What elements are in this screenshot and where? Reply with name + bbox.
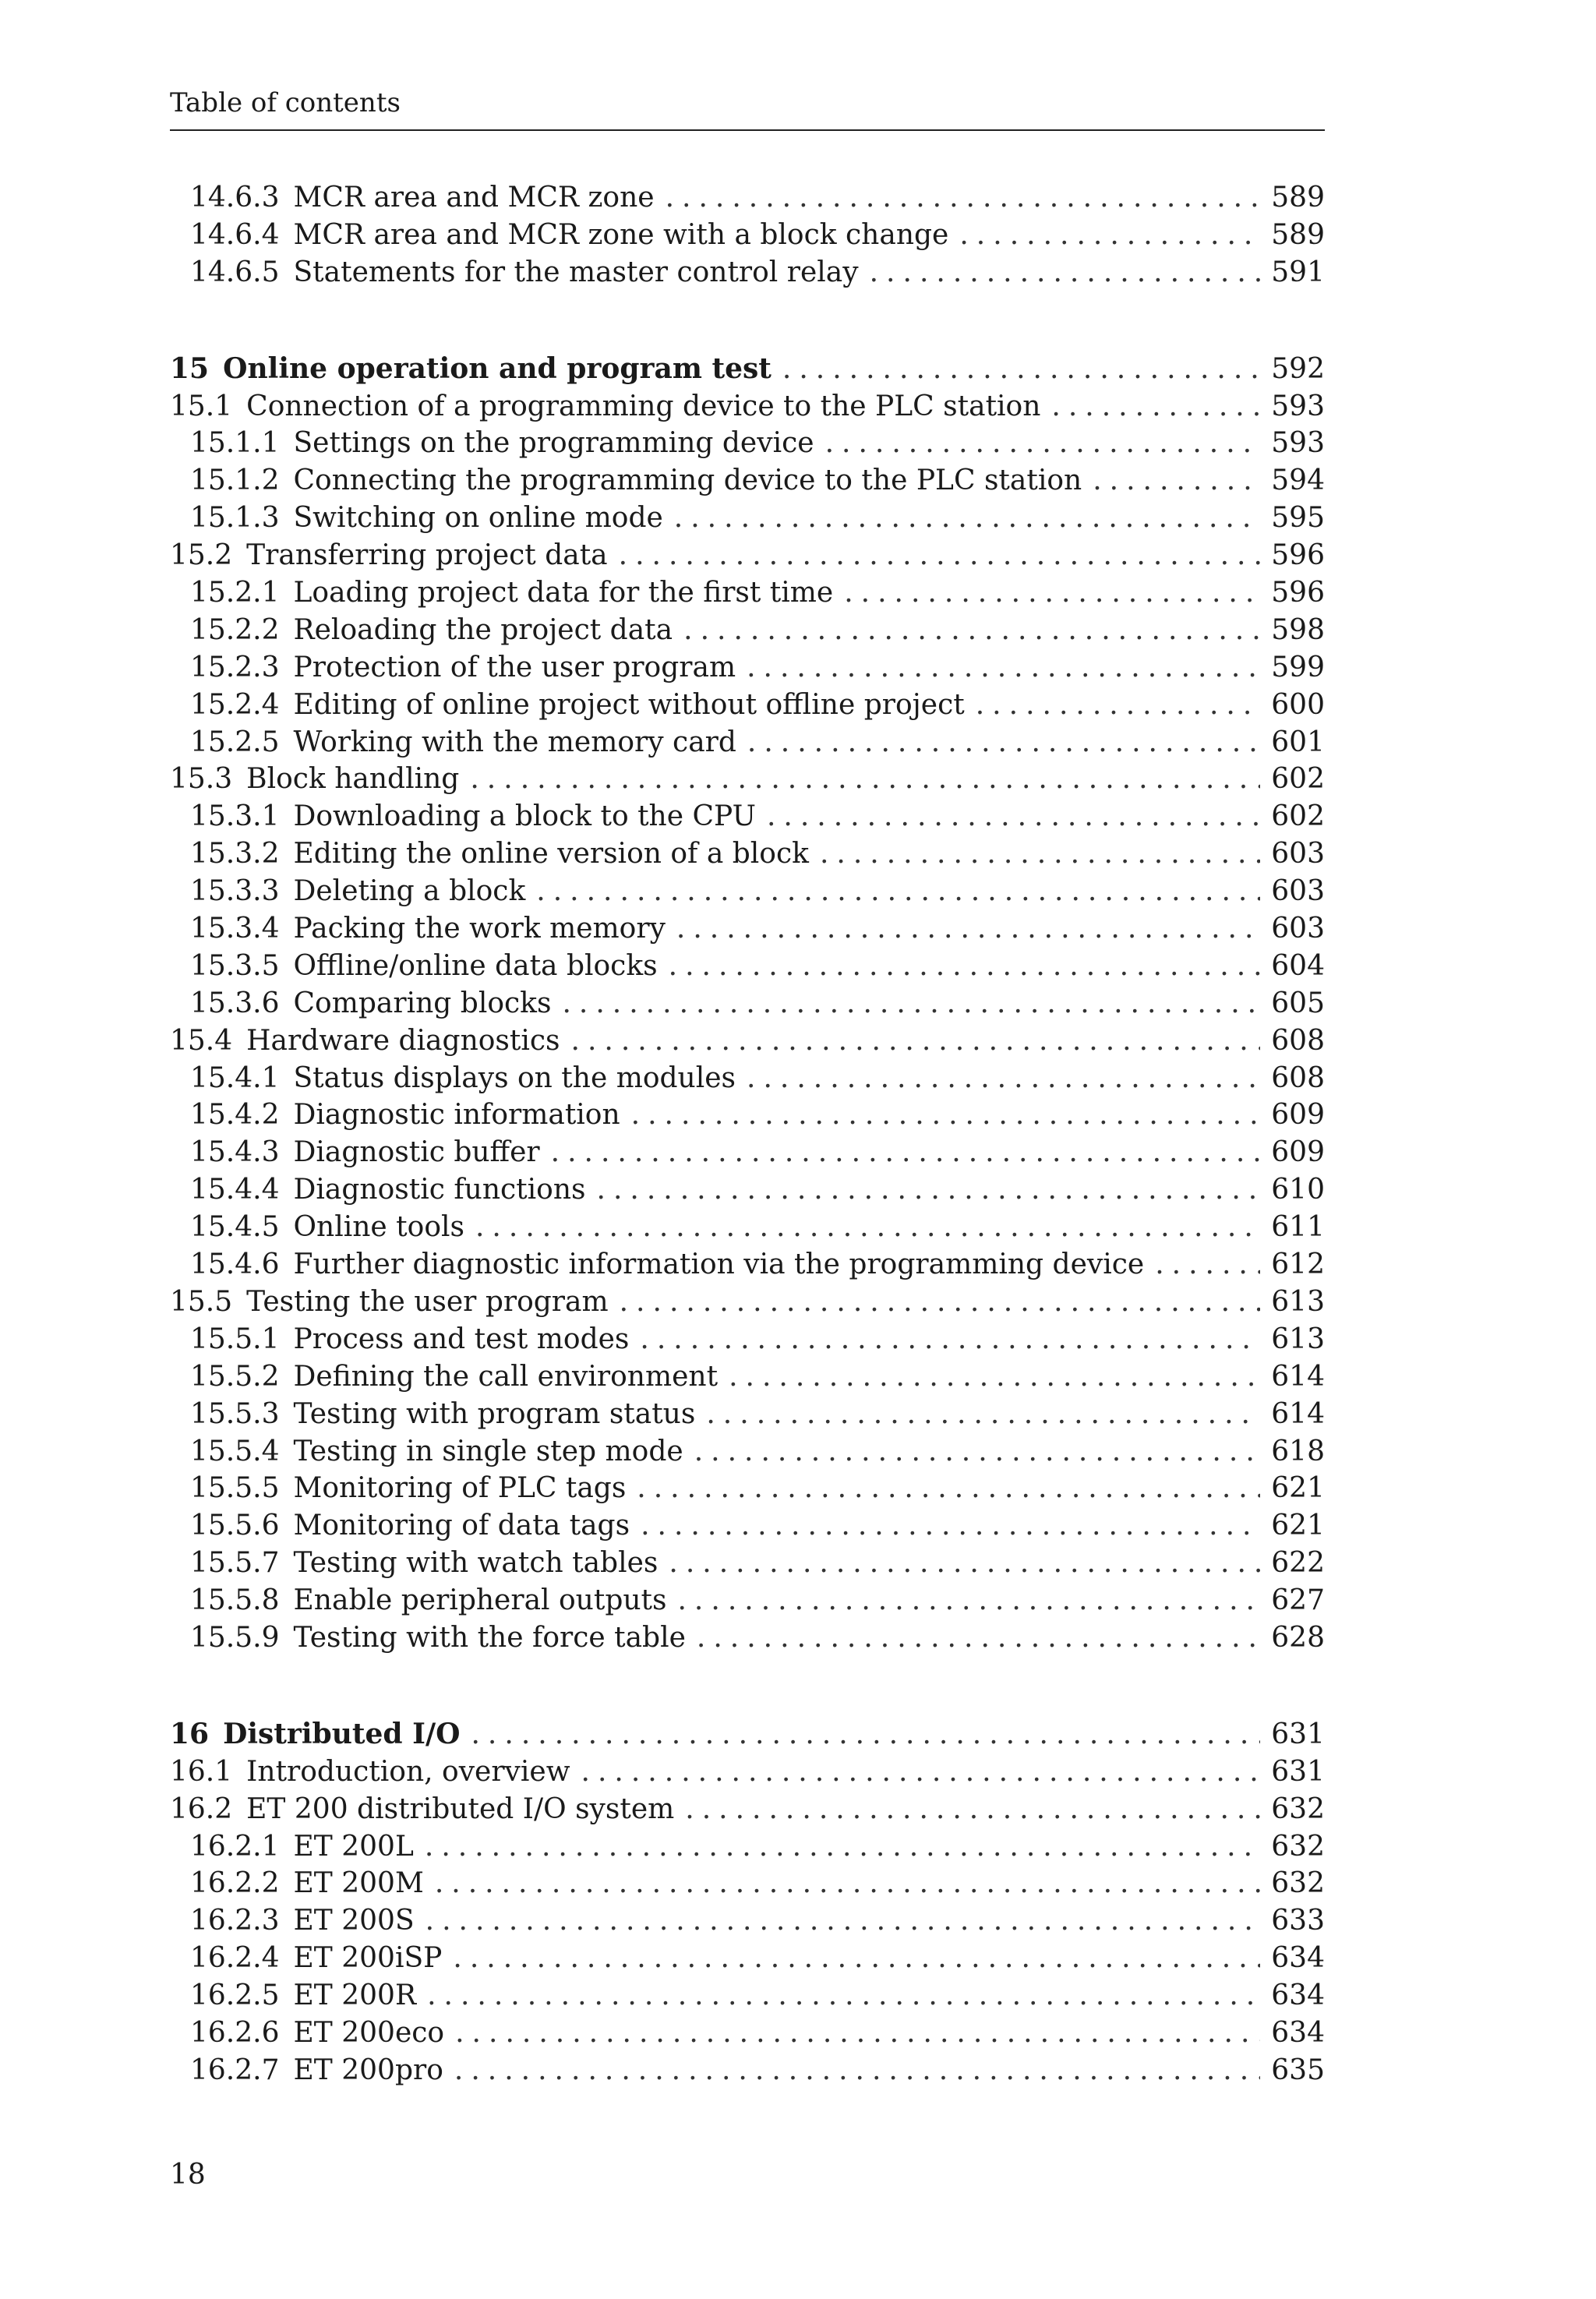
toc-entry-page: 634 [1271,2016,1325,2049]
dot-leader [683,612,1260,649]
toc-entry-title: Status displays on the modules [293,1061,736,1094]
toc-entry[interactable] [170,612,1325,649]
dot-leader [470,761,1260,798]
toc-entry-number: 15.2.3 [190,651,280,683]
toc-entry-page: 596 [1271,539,1325,572]
toc-entry[interactable] [170,1902,1325,1940]
toc-entry[interactable] [170,1171,1325,1209]
toc-entry-number: 14.6.3 [190,182,280,214]
toc-entry-page: 614 [1271,1360,1325,1393]
toc-entry-page: 613 [1271,1323,1325,1355]
dot-leader [747,1060,1260,1097]
toc-entry-title: Loading project data for the first time [293,577,834,609]
dot-leader [631,1097,1261,1134]
toc-entry[interactable] [170,1022,1325,1060]
toc-entry-page: 631 [1271,1755,1325,1788]
toc-entry-page: 614 [1271,1397,1325,1430]
toc-entry-number: 15.5.7 [190,1547,280,1580]
toc-entry-title: Connecting the programming device to the PLC station [293,464,1082,497]
toc-entry-title: ET 200S [293,1905,415,1937]
toc-entry-page: 612 [1271,1248,1325,1281]
table-of-contents [170,179,1325,2089]
toc-entry-number: 15.5.3 [190,1397,280,1430]
dot-leader [454,2052,1260,2089]
toc-entry-number: 15.4.5 [190,1211,280,1244]
dot-leader [1093,462,1260,500]
toc-entry-page: 622 [1271,1547,1325,1580]
toc-entry-number: 15.1.3 [190,502,280,535]
toc-entry-number: 16.2 [170,1792,233,1825]
toc-entry-number: 15.4.2 [190,1099,280,1132]
toc-chapter-entry[interactable] [170,1716,1325,1753]
toc-entry-title: Testing the user program [246,1285,609,1318]
toc-entry[interactable] [170,1396,1325,1433]
dot-leader [976,687,1261,724]
toc-entry[interactable] [170,1097,1325,1134]
toc-entry-number: 16.2.6 [190,2016,280,2049]
dot-leader [674,500,1260,537]
toc-entry-title: Downloading a block to the CPU [293,800,756,833]
toc-entry-number: 15.3.3 [190,875,280,908]
toc-entry-title: Monitoring of PLC tags [293,1472,627,1505]
toc-entry-title: Further diagnostic information via the programming device [293,1248,1145,1281]
toc-entry[interactable] [170,1433,1325,1471]
toc-entry-title: MCR area and MCR zone with a block change [293,218,949,251]
toc-entry-number: 16.2.4 [190,1942,280,1975]
dot-leader [581,1753,1261,1791]
toc-entry-page: 603 [1271,875,1325,908]
toc-entry-title: Distributed I/O [223,1717,461,1750]
toc-entry-page: 633 [1271,1905,1325,1937]
toc-entry-number: 15.4.1 [190,1061,280,1094]
toc-entry-page: 610 [1271,1174,1325,1206]
toc-entry-page: 621 [1271,1510,1325,1542]
toc-entry-number: 15.4.4 [190,1174,280,1206]
toc-entry-number: 15.5.9 [190,1621,280,1654]
toc-entry-title: Monitoring of data tags [293,1510,630,1542]
toc-entry-title: Reloading the project data [293,613,673,646]
dot-leader [1051,388,1260,426]
toc-entry[interactable] [170,1753,1325,1791]
toc-entry-page: 631 [1271,1718,1325,1750]
toc-entry[interactable] [170,425,1325,462]
toc-entry-title: Testing with the force table [293,1621,686,1654]
toc-entry-page: 608 [1271,1024,1325,1057]
toc-entry[interactable] [170,1209,1325,1246]
toc-entry[interactable] [170,649,1325,687]
toc-entry[interactable] [170,462,1325,500]
dot-leader [706,1396,1260,1433]
toc-entry-page: 603 [1271,838,1325,871]
toc-entry-number: 15.4 [170,1024,233,1057]
toc-entry-title: Switching on online mode [293,502,663,535]
dot-leader [676,910,1260,948]
toc-entry-page: 591 [1271,256,1325,288]
toc-entry-number: 14.6.5 [190,256,280,288]
toc-entry-number: 15.2.5 [190,726,280,758]
toc-entry-number: 15.1.2 [190,464,280,497]
toc-entry[interactable] [170,1865,1325,1902]
toc-entry-page: 602 [1271,800,1325,833]
toc-entry-title: Comparing blocks [293,987,552,1019]
dot-leader [597,1171,1261,1209]
toc-entry-number: 15.2 [170,539,233,572]
toc-entry-title: Statements for the master control relay [293,256,859,288]
dot-leader [435,1865,1260,1902]
dot-leader [820,835,1260,873]
toc-entry-title: Hardware diagnostics [246,1024,560,1057]
toc-entry-page: 613 [1271,1285,1325,1318]
toc-entry-number: 15.2.4 [190,688,280,721]
toc-entry[interactable] [170,761,1325,798]
toc-entry[interactable] [170,217,1325,254]
toc-entry-number: 15.2.2 [190,613,280,646]
dot-leader [425,1828,1260,1866]
toc-entry-title: Testing with program status [293,1397,696,1430]
dot-leader [455,2015,1260,2052]
toc-entry[interactable] [170,537,1325,574]
toc-entry-page: 635 [1271,2054,1325,2086]
toc-entry-page: 608 [1271,1061,1325,1094]
toc-entry-number: 15.3.2 [190,838,280,871]
dot-leader [959,217,1260,254]
toc-entry-title: Testing with watch tables [293,1547,659,1580]
toc-entry[interactable] [170,1470,1325,1507]
toc-entry-title: Editing of online project without offline project [293,688,965,721]
running-header-title: Table of contents [170,87,401,118]
toc-entry-title: Editing the online version of a block [293,838,809,871]
toc-entry-title: Offline/online data blocks [293,949,658,982]
toc-entry-title: ET 200M [293,1867,424,1900]
toc-entry[interactable] [170,1358,1325,1396]
toc-entry[interactable] [170,1791,1325,1828]
toc-entry[interactable] [170,1940,1325,1977]
toc-entry-page: 589 [1271,218,1325,251]
toc-entry-number: 15.3 [170,763,233,796]
toc-entry[interactable] [170,948,1325,985]
toc-entry-title: Protection of the user program [293,651,736,683]
toc-entry[interactable] [170,1545,1325,1582]
toc-entry-title: ET 200R [293,1979,417,2012]
toc-entry-page: 594 [1271,464,1325,497]
dot-leader [427,1977,1260,2015]
toc-entry-number: 15.5.6 [190,1510,280,1542]
toc-entry[interactable] [170,574,1325,612]
toc-entry[interactable] [170,835,1325,873]
toc-entry-title: Block handling [246,763,460,796]
toc-entry-title: ET 200iSP [293,1942,443,1975]
toc-entry-page: 602 [1271,763,1325,796]
toc-entry-title: Testing in single step mode [293,1435,683,1467]
dot-leader [571,1022,1261,1060]
toc-entry-number: 15.5.5 [190,1472,280,1505]
toc-entry[interactable] [170,687,1325,724]
toc-entry-title: Diagnostic information [293,1099,620,1132]
toc-entry-page: 605 [1271,987,1325,1019]
toc-entry-title: Online operation and program test [223,351,772,385]
toc-entry-number: 15.3.1 [190,800,280,833]
dot-leader [562,985,1260,1022]
toc-entry-title: Packing the work memory [293,913,666,945]
toc-entry-page: 596 [1271,577,1325,609]
toc-entry-title: Process and test modes [293,1323,630,1355]
toc-entry[interactable] [170,500,1325,537]
toc-entry-number: 15.5.2 [190,1360,280,1393]
toc-entry[interactable] [170,798,1325,835]
toc-entry[interactable] [170,1284,1325,1321]
toc-entry-title: ET 200eco [293,2016,445,2049]
toc-entry-page: 600 [1271,688,1325,721]
dot-leader [844,574,1260,612]
dot-leader [619,537,1261,574]
toc-entry-title: Defining the call environment [293,1360,719,1393]
toc-entry-number: 14.6.4 [190,218,280,251]
dot-leader [551,1134,1261,1171]
toc-entry-number: 15.3.6 [190,987,280,1019]
toc-entry-number: 16.1 [170,1755,233,1788]
toc-entry-page: 634 [1271,1942,1325,1975]
dot-leader [747,649,1260,687]
toc-entry-page: 593 [1271,427,1325,460]
toc-entry-number: 15.4.3 [190,1136,280,1169]
toc-entry[interactable] [170,1582,1325,1619]
toc-entry-page: 634 [1271,1979,1325,2012]
toc-entry-page: 627 [1271,1584,1325,1617]
toc-entry[interactable] [170,1507,1325,1545]
dot-leader [425,1902,1261,1940]
toc-entry-number: 16.2.3 [190,1905,280,1937]
toc-entry-number: 15.4.6 [190,1248,280,1281]
toc-entry-page: 593 [1271,390,1325,422]
toc-entry-page: 592 [1271,352,1325,385]
toc-entry-number: 15.3.4 [190,913,280,945]
dot-leader [1155,1246,1260,1284]
toc-entry-page: 595 [1271,502,1325,535]
toc-entry-page: 604 [1271,949,1325,982]
toc-entry-number: 15.1.1 [190,427,280,460]
toc-entry-page: 618 [1271,1435,1325,1467]
toc-entry-title: MCR area and MCR zone [293,182,655,214]
toc-entry-title: Connection of a programming device to the PLC station [246,390,1041,422]
dot-leader [729,1358,1260,1396]
dot-leader [747,724,1260,761]
toc-entry-title: Diagnostic buffer [293,1136,540,1169]
toc-entry-title: Introduction, overview [246,1755,570,1788]
dot-leader [677,1582,1260,1619]
dot-leader [669,1545,1260,1582]
toc-entry-number: 15.1 [170,390,233,422]
toc-entry-title: Deleting a block [293,875,526,908]
running-header [170,87,1325,131]
toc-entry-number: 15.5.1 [190,1323,280,1355]
toc-entry-title: Diagnostic functions [293,1174,586,1206]
toc-entry-number: 16.2.1 [190,1830,280,1863]
dot-leader [782,351,1260,388]
toc-entry-title: Enable peripheral outputs [293,1584,667,1617]
toc-entry-page: 609 [1271,1099,1325,1132]
toc-entry-page: 632 [1271,1867,1325,1900]
toc-entry[interactable] [170,724,1325,761]
toc-entry[interactable] [170,1321,1325,1358]
toc-entry-title: Working with the memory card [293,726,736,758]
toc-entry-page: 632 [1271,1792,1325,1825]
dot-leader [669,948,1261,985]
dot-leader [694,1433,1261,1471]
dot-leader [697,1619,1260,1657]
toc-entry[interactable] [170,388,1325,426]
dot-leader [475,1209,1260,1246]
toc-entry-page: 603 [1271,913,1325,945]
toc-entry-number: 16.2.2 [190,1867,280,1900]
dot-leader [453,1940,1260,1977]
dot-leader [641,1507,1260,1545]
toc-chapter-entry[interactable] [170,351,1325,388]
toc-entry-number: 15.5.8 [190,1584,280,1617]
toc-entry[interactable] [170,179,1325,217]
toc-entry-number: 15.5 [170,1285,233,1318]
toc-entry[interactable] [170,1060,1325,1097]
toc-entry[interactable] [170,2052,1325,2089]
toc-entry-page: 621 [1271,1472,1325,1505]
page-number: 18 [170,2159,206,2191]
toc-entry[interactable] [170,254,1325,291]
dot-leader [620,1284,1261,1321]
toc-entry-number: 15 [170,351,210,385]
toc-entry[interactable] [170,1619,1325,1657]
toc-entry-number: 16.2.7 [190,2054,280,2086]
toc-entry-page: 611 [1271,1211,1325,1244]
dot-leader [685,1791,1260,1828]
dot-leader [767,798,1260,835]
toc-entry-page: 598 [1271,613,1325,646]
toc-entry[interactable] [170,1977,1325,2015]
dot-leader [471,1716,1260,1753]
toc-entry-number: 16.2.5 [190,1979,280,2012]
toc-entry-page: 609 [1271,1136,1325,1169]
toc-entry-title: Settings on the programming device [293,427,814,460]
toc-entry-title: Online tools [293,1211,464,1244]
dot-leader [870,254,1261,291]
dot-leader [666,179,1261,217]
toc-entry-page: 589 [1271,182,1325,214]
toc-entry-title: Transferring project data [246,539,608,572]
toc-entry[interactable] [170,985,1325,1022]
toc-entry[interactable] [170,2015,1325,2052]
dot-leader [825,425,1261,462]
toc-entry-number: 15.2.1 [190,577,280,609]
toc-entry[interactable] [170,1828,1325,1866]
toc-entry[interactable] [170,1246,1325,1284]
toc-entry-title: ET 200 distributed I/O system [246,1792,675,1825]
toc-entry-page: 601 [1271,726,1325,758]
dot-leader [536,873,1260,910]
toc-entry-number: 15.3.5 [190,949,280,982]
toc-entry-page: 599 [1271,651,1325,683]
toc-entry-number: 16 [170,1717,210,1750]
toc-entry-title: ET 200pro [293,2054,443,2086]
toc-entry[interactable] [170,873,1325,910]
toc-entry-page: 632 [1271,1830,1325,1863]
toc-entry[interactable] [170,910,1325,948]
dot-leader [640,1321,1260,1358]
toc-entry-title: ET 200L [293,1830,414,1863]
toc-entry[interactable] [170,1134,1325,1171]
toc-entry-number: 15.5.4 [190,1435,280,1467]
toc-entry-page: 628 [1271,1621,1325,1654]
dot-leader [637,1470,1260,1507]
